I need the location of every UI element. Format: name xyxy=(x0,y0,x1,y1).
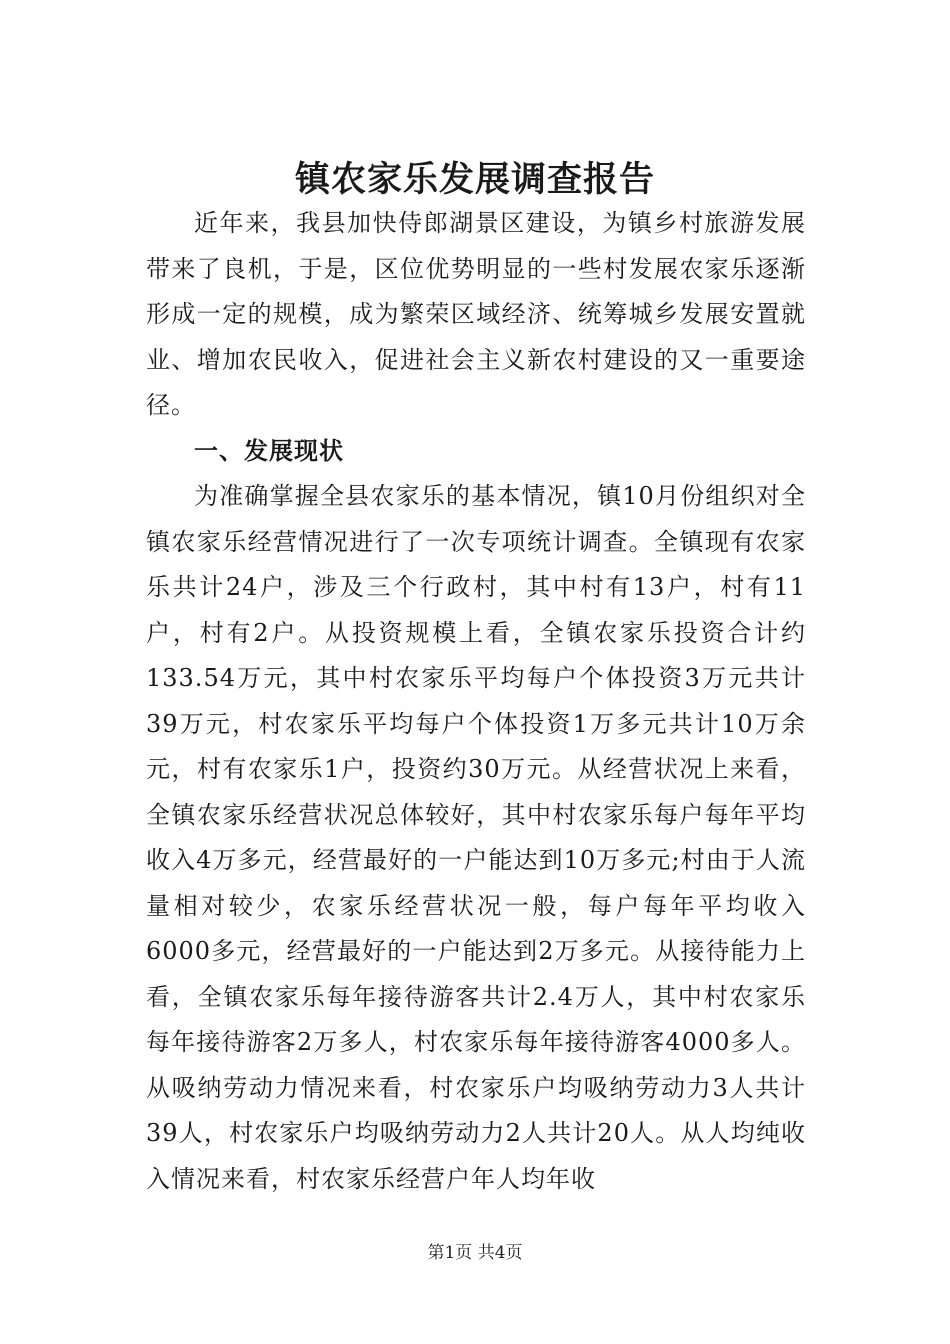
current-status-paragraph: 为准确掌握全县农家乐的基本情况，镇10月份组织对全镇农家乐经营情况进行了一次专项统计调查。全镇现有农家乐共计24户，涉及三个行政村，其中村有13户，村有11户，村有2户。从投资规模上看，全镇农家乐投资合计约133.54万元，其中村农家乐平均每户个体投资3万元共计39万元，村农家乐平均每户个体投资1万多元共计10万余元，村有农家乐1户，投资约30万元。从经营状况上来看，全镇农家乐经营状况总体较好，其中村农家乐每户每年平均收入4万多元，经营最好的一户能达到10万多元;村由于人流量相对较少，农家乐经营状况一般，每户每年平均收入6000多元，经营最好的一户能达到2万多元。从接待能力上看，全镇农家乐每年接待游客共计2.4万人，其中村农家乐每年接待游客2万多人，村农家乐每年接待游客4000多人。从吸纳劳动力情况来看，村农家乐户均吸纳劳动力3人共计39人，村农家乐户均吸纳劳动力2人共计20人。从人均纯收入情况来看，村农家乐经营户年人均年收 xyxy=(146,482,806,1193)
page-footer: 第1页 共4页 xyxy=(427,1243,523,1263)
document-title: 镇农家乐发展调查报告 xyxy=(294,159,655,201)
section-heading-current-status: 一、发展现状 xyxy=(194,436,344,465)
intro-paragraph: 近年来，我县加快侍郎湖景区建设，为镇乡村旅游发展带来了良机，于是，区位优势明显的一些村发展农家乐逐渐形成一定的规模，成为繁荣区域经济、统筹城乡发展安置就业、增加农民收入，促进社会主义新农村建设的又一重要途径。 xyxy=(146,209,806,419)
